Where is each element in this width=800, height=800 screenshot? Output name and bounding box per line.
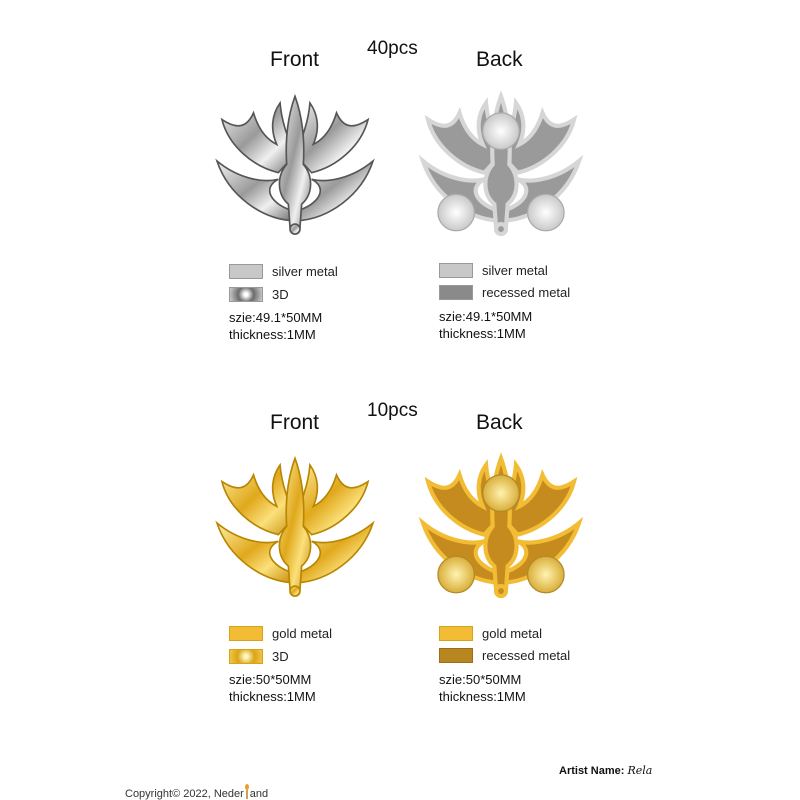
color-swatch (229, 264, 263, 279)
color-swatch (229, 287, 263, 302)
copyright-prefix: Copyright© 2022, Neder (125, 788, 244, 800)
size-text: szie:50*50MM (439, 672, 522, 687)
color-swatch (229, 626, 263, 641)
copyright-text (125, 786, 268, 800)
legend-label: 3D (272, 649, 289, 664)
artist-signature: Rela (627, 764, 653, 777)
legend-label: silver metal (272, 264, 338, 279)
size-text: szie:50*50MM (229, 672, 312, 687)
spec-block (439, 308, 532, 342)
spec-block (229, 309, 322, 343)
artist-label: Artist Name: (559, 765, 625, 777)
thickness-text: thickness:1MM (439, 689, 526, 704)
thickness-text: thickness:1MM (439, 326, 526, 341)
quantity-label: 40pcs (367, 38, 418, 59)
legend-label: recessed metal (482, 648, 571, 663)
silver-front-badge (212, 84, 378, 248)
color-swatch (439, 626, 473, 641)
thickness-text: thickness:1MM (229, 689, 316, 704)
legend-label: gold metal (482, 626, 542, 641)
legend-item (229, 649, 289, 664)
front-title: Front (270, 411, 320, 434)
silver-back-badge (418, 84, 584, 248)
legend-label: gold metal (272, 626, 332, 641)
legend-item (229, 626, 332, 641)
color-swatch (439, 285, 473, 300)
size-text: szie:49.1*50MM (229, 310, 323, 325)
back-title: Back (476, 48, 523, 71)
legend-item (439, 648, 570, 663)
size-text: szie:49.1*50MM (439, 309, 533, 324)
legend-item (229, 264, 338, 279)
legend-item (439, 285, 570, 300)
legend-item (439, 626, 542, 641)
back-title: Back (476, 411, 523, 434)
matchstick-icon (245, 786, 249, 798)
gold-back-badge (418, 446, 584, 610)
spec-block (229, 671, 316, 705)
thickness-text: thickness:1MM (229, 327, 316, 342)
copyright-suffix: and (249, 788, 269, 800)
legend-label: 3D (272, 287, 289, 302)
front-title: Front (270, 48, 320, 71)
legend-label: silver metal (482, 263, 548, 278)
quantity-label: 10pcs (367, 400, 418, 421)
legend-label: recessed metal (482, 285, 571, 300)
legend-item (229, 287, 289, 302)
gold-front-badge (212, 446, 378, 610)
spec-block (439, 671, 526, 705)
artist-credit (559, 764, 652, 777)
color-swatch (229, 649, 263, 664)
color-swatch (439, 263, 473, 278)
legend-item (439, 263, 548, 278)
color-swatch (439, 648, 473, 663)
